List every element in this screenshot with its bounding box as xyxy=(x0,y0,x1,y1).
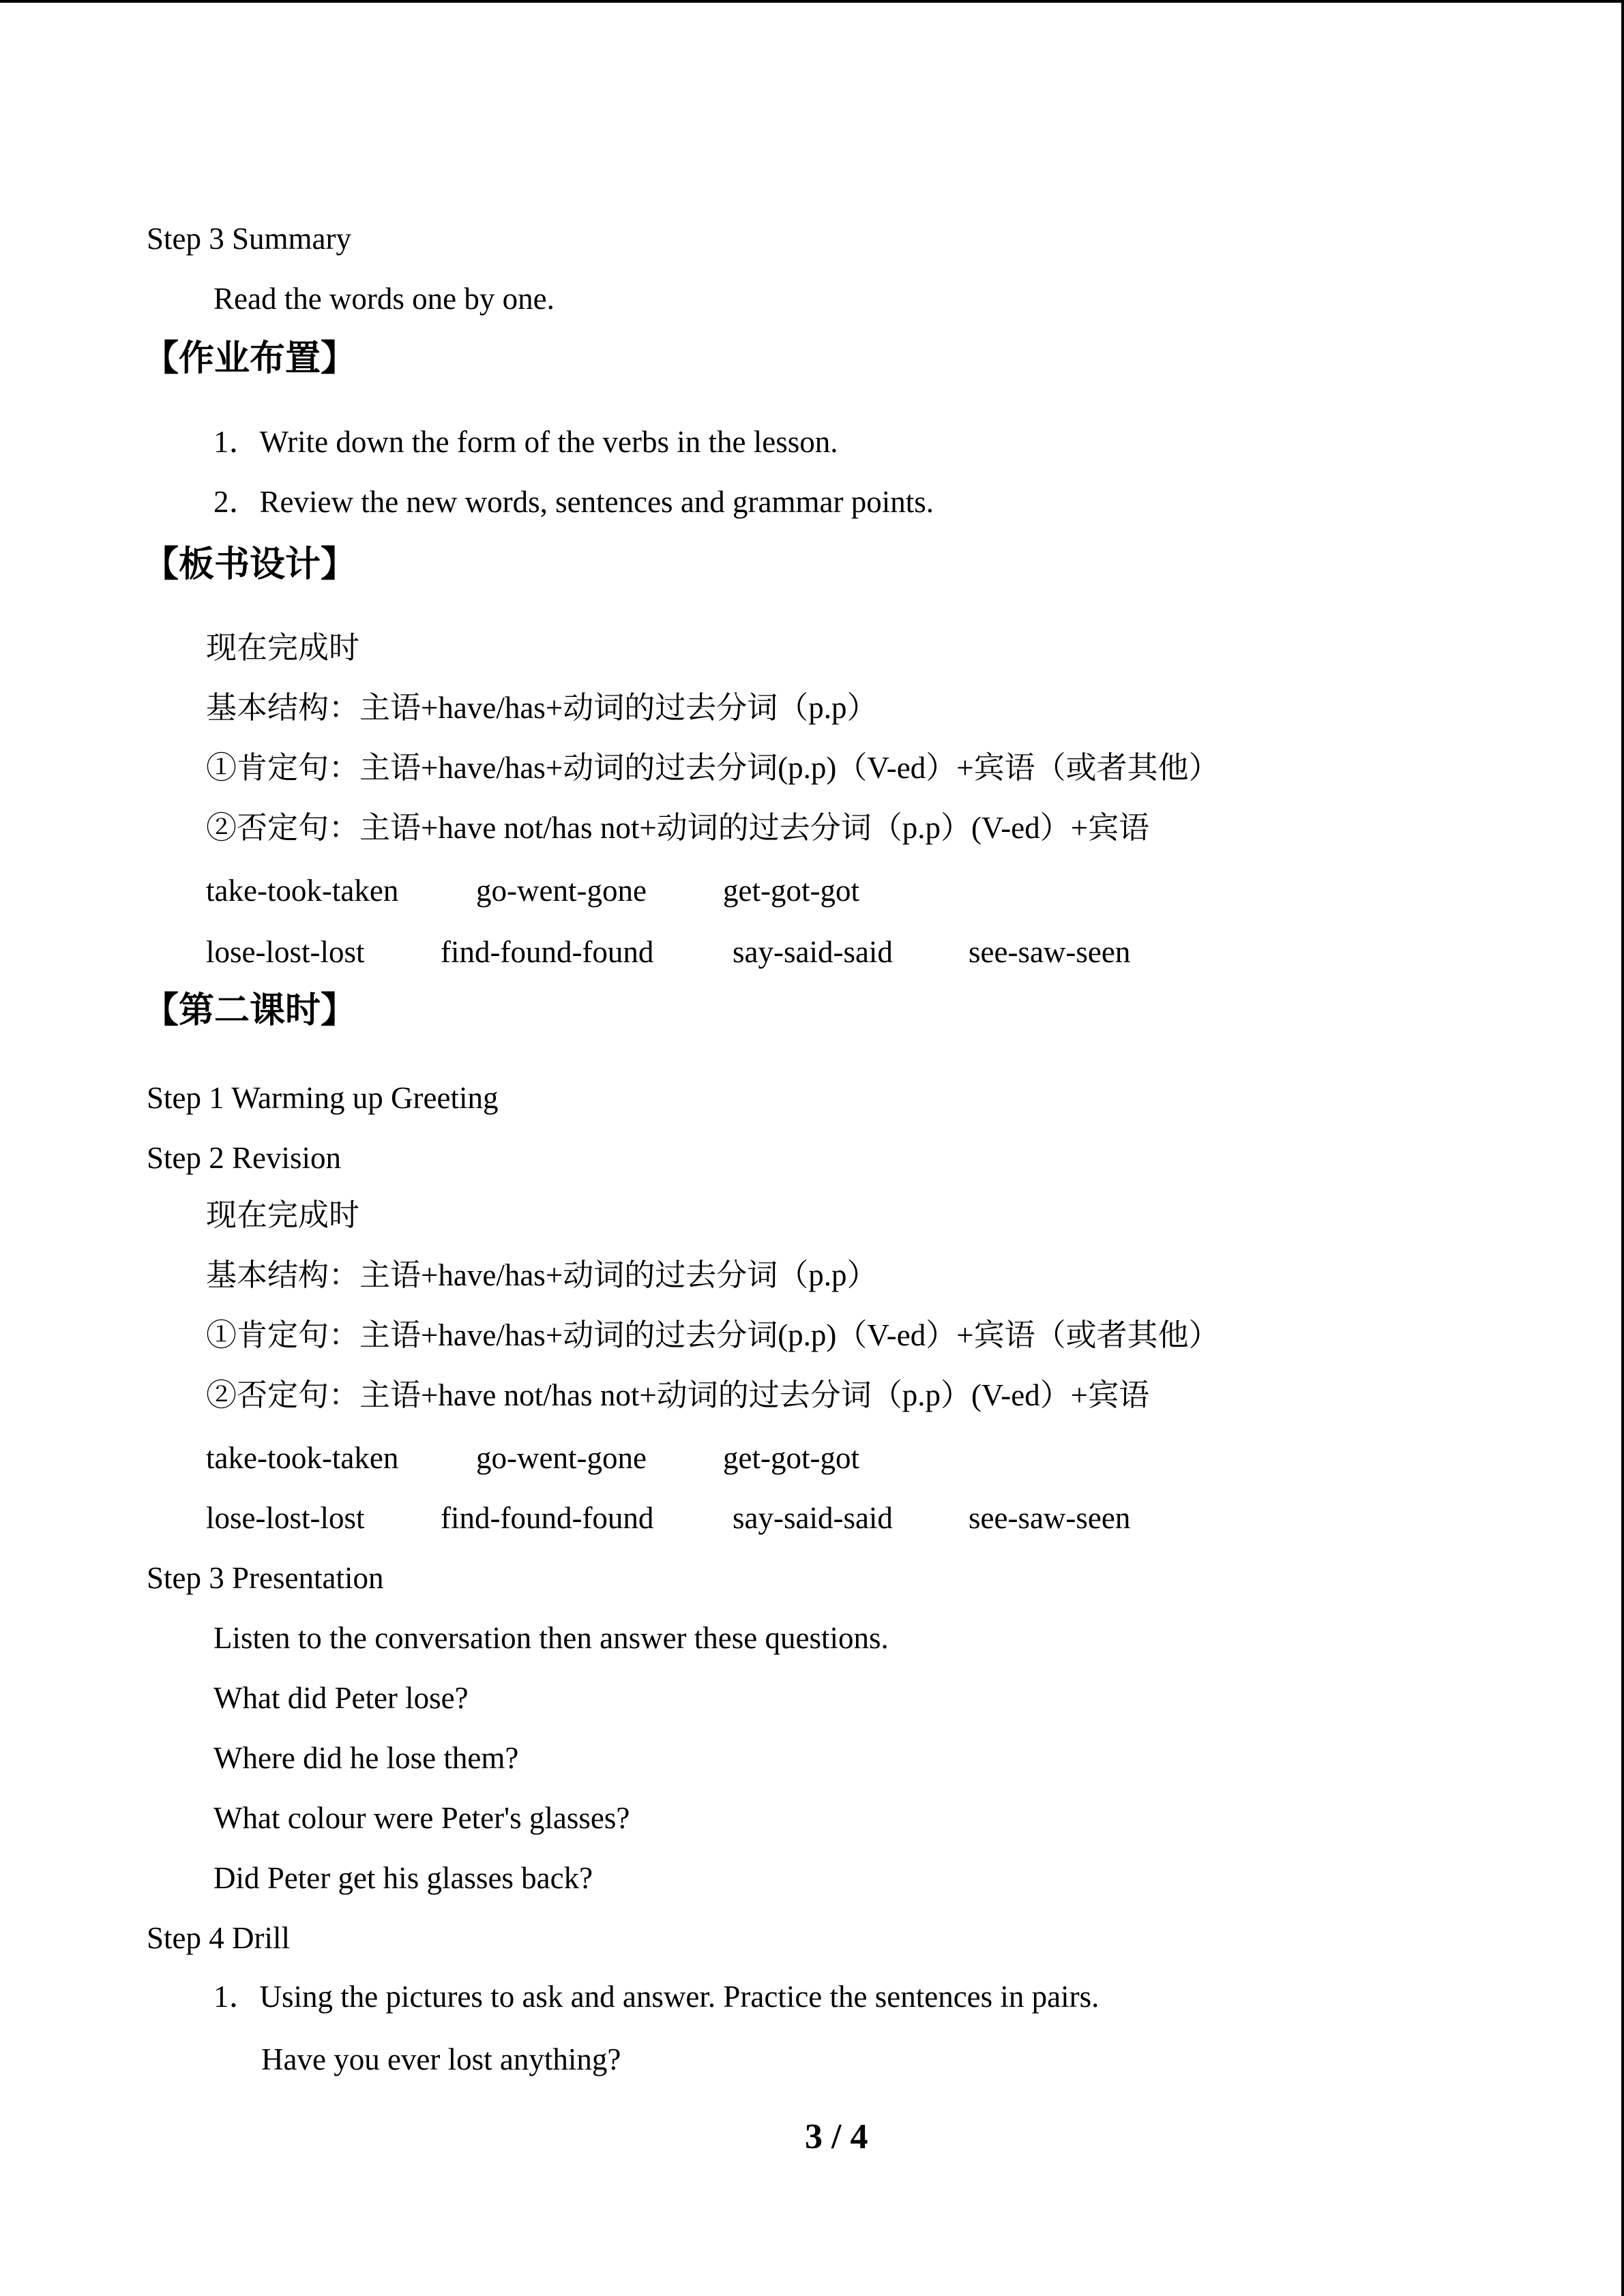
step3-summary-label: Step 3 Summary xyxy=(147,222,351,256)
page-number: 3 / 4 xyxy=(805,2117,868,2156)
step3-summary-text: Read the words one by one. xyxy=(213,282,555,316)
lesson2-step3: Step 3 Presentation xyxy=(147,1561,384,1595)
page-right-border xyxy=(1621,0,1624,2296)
presentation-line: What colour were Peter's glasses? xyxy=(213,1801,630,1835)
lesson2-step1: Step 1 Warming up Greeting xyxy=(147,1081,499,1115)
board-title: 现在完成时 xyxy=(206,631,360,665)
presentation-line: Did Peter get his glasses back? xyxy=(213,1861,593,1895)
lesson2-negative: ②否定句：主语+have not/has not+动词的过去分词（p.p）(V-ed）+宾语 xyxy=(206,1378,1150,1412)
board-negative: ②否定句：主语+have not/has not+动词的过去分词（p.p）(V-ed）+宾语 xyxy=(206,811,1150,845)
lesson2-step2: Step 2 Revision xyxy=(147,1141,342,1175)
homework-heading: 【作业布置】 xyxy=(143,338,357,379)
verb-form: get-got-got xyxy=(723,874,859,908)
lesson2-affirmative: ①肯定句：主语+have/has+动词的过去分词(p.p)（V-ed）+宾语（或者其他） xyxy=(206,1318,1220,1352)
lesson2-step4: Step 4 Drill xyxy=(147,1921,290,1955)
drill-question: Have you ever lost anything? xyxy=(261,2042,621,2076)
lesson2-title: 现在完成时 xyxy=(206,1198,360,1232)
verb-form: see-saw-seen xyxy=(969,1501,1131,1535)
verb-form: get-got-got xyxy=(723,1441,859,1475)
presentation-line: Listen to the conversation then answer these questions. xyxy=(213,1621,889,1655)
presentation-line: Where did he lose them? xyxy=(213,1741,519,1775)
board-affirmative: ①肯定句：主语+have/has+动词的过去分词(p.p)（V-ed）+宾语（或者其他） xyxy=(206,751,1220,785)
lesson2-structure: 基本结构：主语+have/has+动词的过去分词（p.p） xyxy=(206,1258,878,1292)
verb-form: lose-lost-lost xyxy=(206,935,365,969)
verb-form: take-took-taken xyxy=(206,1441,399,1475)
verb-form: go-went-gone xyxy=(476,874,647,908)
verb-form: find-found-found xyxy=(441,1501,654,1535)
page-top-border xyxy=(0,0,1624,3)
verb-form: say-said-said xyxy=(733,1501,893,1535)
drill-item-1: 1．Using the pictures to ask and answer. Practice the sentences in pairs. xyxy=(213,1980,1099,2014)
board-structure: 基本结构：主语+have/has+动词的过去分词（p.p） xyxy=(206,691,878,725)
board-design-heading: 【板书设计】 xyxy=(143,544,357,585)
homework-item-1: 1．Write down the form of the verbs in the lesson. xyxy=(213,425,838,459)
homework-item-2: 2．Review the new words, sentences and grammar points. xyxy=(213,485,934,519)
verb-form: go-went-gone xyxy=(476,1441,647,1475)
verb-form: say-said-said xyxy=(733,935,893,969)
verb-form: find-found-found xyxy=(441,935,654,969)
verb-form: take-took-taken xyxy=(206,874,399,908)
verb-form: see-saw-seen xyxy=(969,935,1131,969)
lesson2-heading: 【第二课时】 xyxy=(143,990,357,1031)
verb-form: lose-lost-lost xyxy=(206,1501,365,1535)
presentation-line: What did Peter lose? xyxy=(213,1681,469,1715)
